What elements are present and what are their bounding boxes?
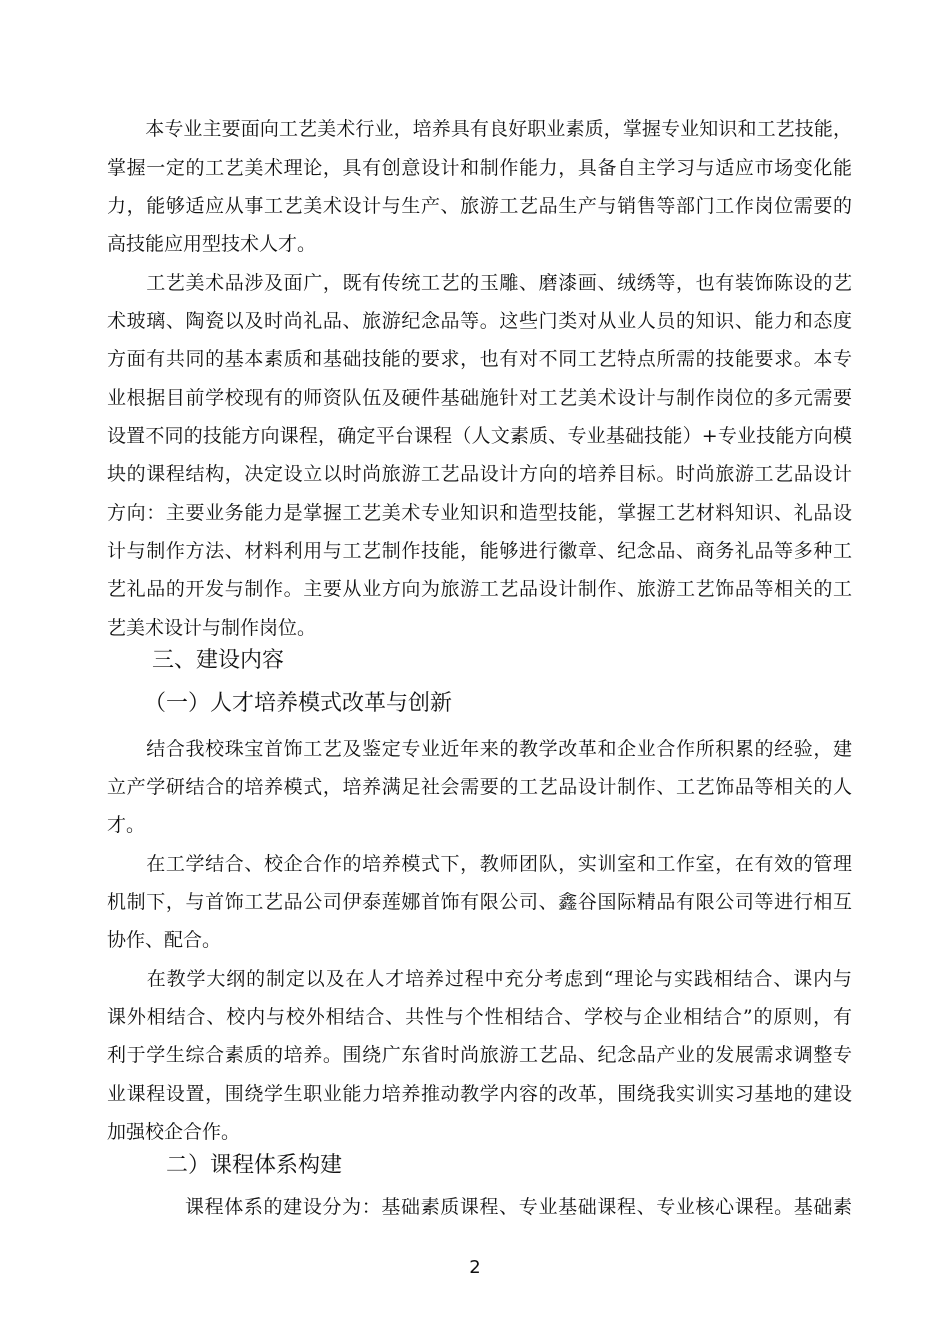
subsection-heading-2: 二）课程体系构建 [166,1153,343,1178]
paragraph-4-line-1: 在工学结合、校企合作的培养模式下，教师团队，实训室和工作室，在有效的管理 [107,853,852,875]
paragraph-5-line-3: 利于学生综合素质的培养。围绕广东省时尚旅游工艺品、纪念品产业的发展需求调整专 [107,1044,852,1066]
paragraph-2-line-2: 术玻璃、陶瓷以及时尚礼品、旅游纪念品等。这些门类对从业人员的知识、能力和态度 [107,310,852,332]
paragraph-6-line-1: 课程体系的建设分为：基础素质课程、专业基础课程、专业核心课程。基础素 [185,1196,852,1218]
paragraph-2-line-8: 计与制作方法、材料利用与工艺制作技能，能够进行徽章、纪念品、商务礼品等多种工 [107,540,852,562]
paragraph-1-line-2: 掌握一定的工艺美术理论，具有创意设计和制作能力，具备自主学习与适应市场变化能 [107,157,852,179]
page-number: 2 [469,1257,481,1278]
paragraph-1-line-1: 本专业主要面向工艺美术行业，培养具有良好职业素质，掌握专业知识和工艺技能， [107,118,852,140]
paragraph-2-line-7: 方向：主要业务能力是掌握工艺美术专业知识和造型技能，掌握工艺材料知识、礼品设 [107,502,852,524]
paragraph-4-line-2: 机制下，与首饰工艺品公司伊泰莲娜首饰有限公司、鑫谷国际精品有限公司等进行相互 [107,891,852,913]
paragraph-5-line-1: 在教学大纲的制定以及在人才培养过程中充分考虑到“理论与实践相结合、课内与 [107,968,852,990]
paragraph-2-line-9: 艺礼品的开发与制作。主要从业方向为旅游工艺品设计制作、旅游工艺饰品等相关的工 [107,578,852,600]
subsection-heading-1: （一）人才培养模式改革与创新 [144,691,453,716]
section-heading: 三、建设内容 [152,648,285,673]
paragraph-3-line-2: 立产学研结合的培养模式，培养满足社会需要的工艺品设计制作、工艺饰品等相关的人 [107,776,852,798]
paragraph-5-line-4: 业课程设置，围绕学生职业能力培养推动教学内容的改革，围绕我实训实习基地的建设 [107,1083,852,1105]
paragraph-1-line-4: 高技能应用型技术人才。 [107,233,317,255]
paragraph-5-line-2: 课外相结合、校内与校外相结合、共性与个性相结合、学校与企业相结合”的原则，有 [107,1006,852,1028]
paragraph-5-line-5: 加强校企合作。 [107,1121,241,1143]
paragraph-2-line-6: 块的课程结构，决定设立以时尚旅游工艺品设计方向的培养目标。时尚旅游工艺品设计 [107,463,852,485]
paragraph-2-line-1: 工艺美术品涉及面广，既有传统工艺的玉雕、磨漆画、绒绣等，也有装饰陈设的艺 [107,272,852,294]
paragraph-2-line-10: 艺美术设计与制作岗位。 [107,617,317,639]
paragraph-3-line-1: 结合我校珠宝首饰工艺及鉴定专业近年来的教学改革和企业合作所积累的经验，建 [107,738,852,760]
paragraph-2-line-5: 设置不同的技能方向课程，确定平台课程（人文素质、专业基础技能）+专业技能方向模 [107,425,852,447]
paragraph-1-line-3: 力，能够适应从事工艺美术设计与生产、旅游工艺品生产与销售等部门工作岗位需要的 [107,195,852,217]
paragraph-2-line-4: 业根据目前学校现有的师资队伍及硬件基础施针对工艺美术设计与制作岗位的多元需要 [107,387,852,409]
paragraph-2-line-3: 方面有共同的基本素质和基础技能的要求，也有对不同工艺特点所需的技能要求。本专 [107,348,852,370]
paragraph-3-line-3: 才。 [107,814,146,836]
paragraph-4-line-3: 协作、配合。 [107,929,222,951]
